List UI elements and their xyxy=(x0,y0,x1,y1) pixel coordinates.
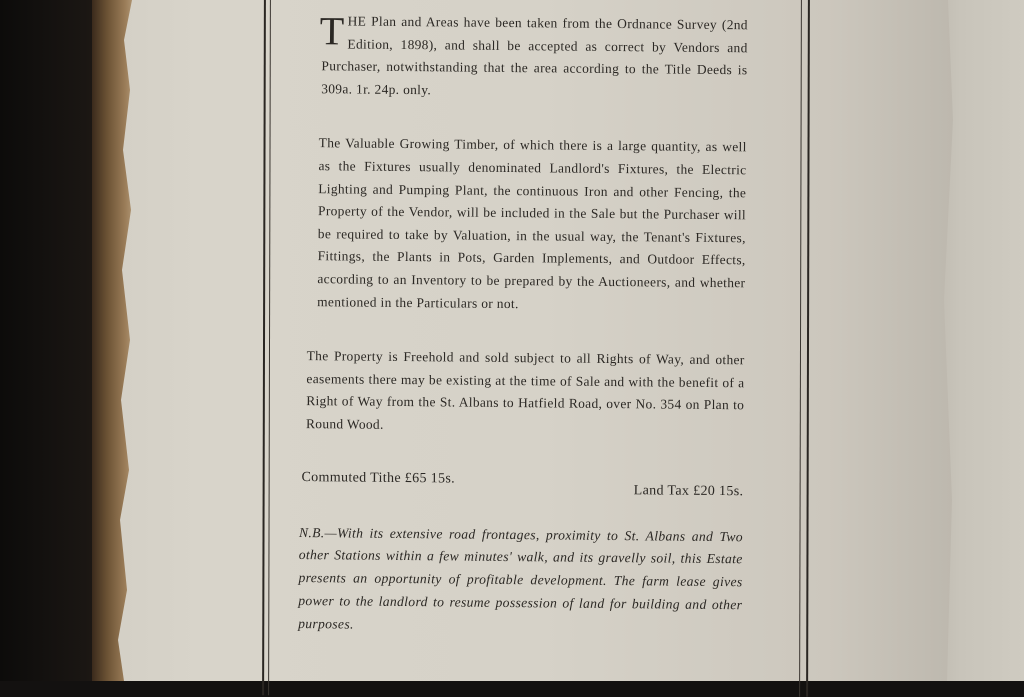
drop-cap: T xyxy=(319,8,345,54)
nb-note-paragraph: N.B.—With its extensive road frontages, proximity to St. Albans and Two other Stations within a few minutes' walk, and its gravelly soil, this Estate presents an opportunity of profitable development. The farm lease gives power to the landlord to resume possession of land for building and other purposes. xyxy=(298,524,744,632)
land-tax: Land Tax £20 15s. xyxy=(633,482,744,499)
tax-row xyxy=(301,470,743,500)
freehold-property-paragraph: The Property is Freehold and sold subject to all Rights of Way, and other easements there may be existing at the time of Sale and with the benefit of a Right of Way from the St. Albans to Hatfield Road, over No. 354 on Plan to Round Wood. xyxy=(305,348,745,432)
plan-areas-paragraph xyxy=(321,10,748,104)
commuted-tithe: Commuted Tithe £65 15s. xyxy=(301,469,456,487)
page-content xyxy=(294,10,748,640)
plan-areas-text: HE Plan and Areas have been taken from the Ordnance Survey (2nd Edition, 1898), and shall be accepted as correct by Vendors and Purchaser, notwithstanding that the area according to the Title Deeds is 309a. 1r. 24p. only. xyxy=(321,13,748,98)
timber-fixtures-paragraph: The Valuable Growing Timber, of which there is a large quantity, as well as the Fixtures usually denominated Landlord's Fixtures, the Electric Lighting and Pumping Plant, the continuous Iron and other Fencing, the Property of the Vendor, will be included in the Sale but the Purchaser will be required to take by Valuation, in the usual way, the Tenant's Fixtures, Fittings, the Plants in Pots, Garden Implements, and Outdoor Effects, according to an Inventory to be prepared by the Auctioneers, and whether mentioned in the Particulars or not. xyxy=(317,135,747,311)
